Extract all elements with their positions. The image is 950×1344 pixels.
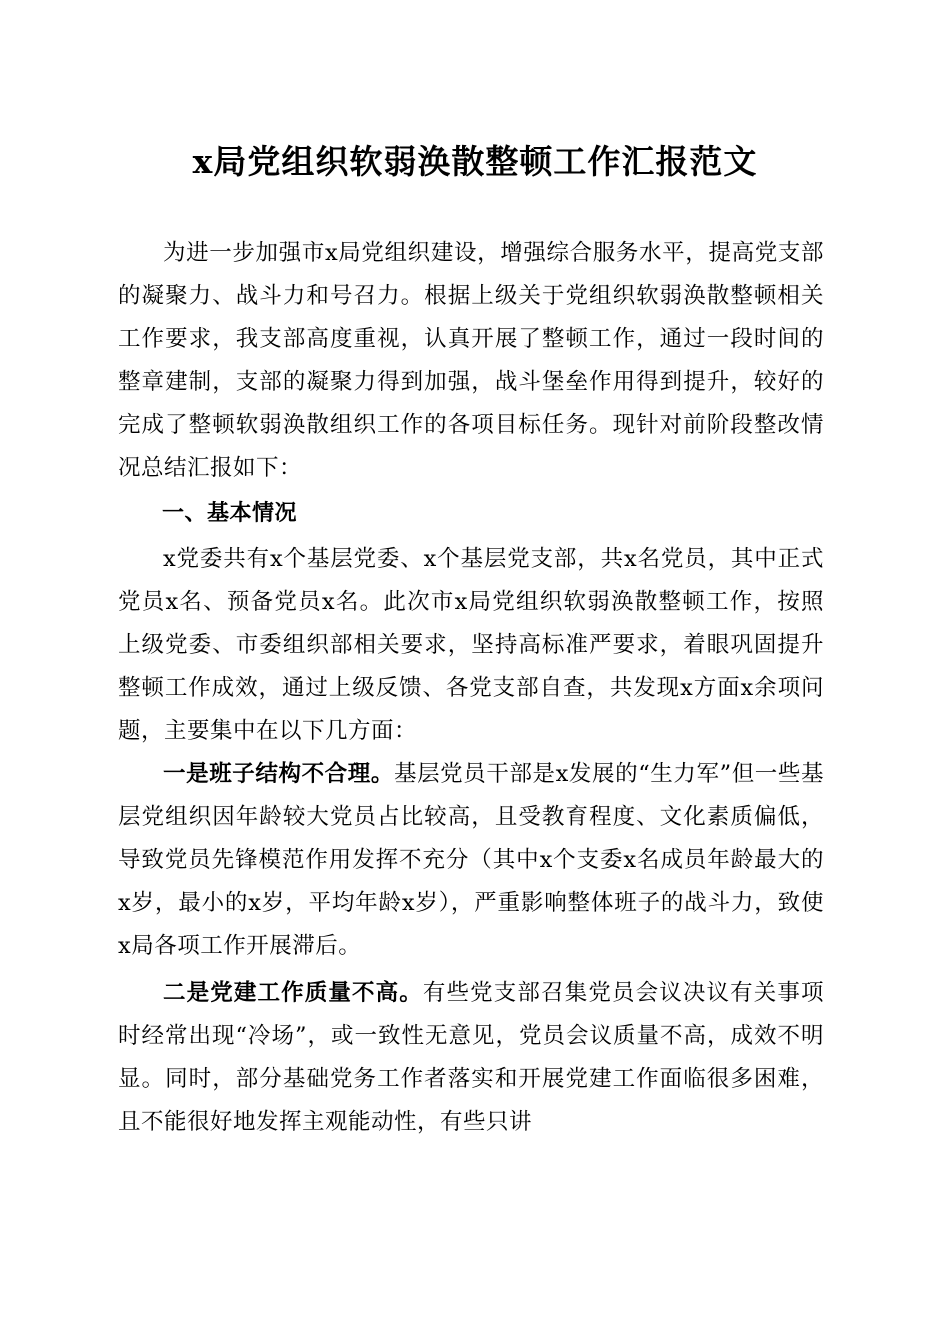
- section-heading-basic-situation: 一、基本情况: [162, 501, 298, 526]
- point-two-lead: 二是党建工作质量不高。: [163, 980, 423, 1006]
- document-body: [118, 232, 824, 1144]
- point-one-text: 基层党员干部是x发展的“生力军”但一些基层党组织因年龄较大党员占比较高，且受教育程度、文化素质偏低，导致党员先锋模范作用发挥不充分（其中x个支委x名成员年龄最大的x岁，最小的x岁，平均年龄x岁），严重影响整体班子的战斗力，致使x局各项工作开展滞后。: [118, 761, 824, 959]
- point-one-paragraph: [118, 753, 824, 968]
- point-two-text: 有些党支部召集党员会议决议有关事项时经常出现“冷场”，或一致性无意见，党员会议质量不高，成效不明显。同时，部分基础党务工作者落实和开展党建工作面临很多困难，且不能很好地发挥主观能动性，有些只讲: [118, 980, 824, 1135]
- point-two-paragraph: [118, 972, 824, 1144]
- document-title: x局党组织软弱涣散整顿工作汇报范文: [192, 142, 758, 181]
- intro-paragraph: 为进一步加强市x局党组织建设，增强综合服务水平，提高党支部的凝聚力、战斗力和号召力。根据上级关于党组织软弱涣散整顿相关工作要求，我支部高度重视，认真开展了整顿工作，通过一段时间的整章建制，支部的凝聚力得到加强，战斗堡垒作用得到提升，较好的完成了整顿软弱涣散组织工作的各项目标任务。现针对前阶段整改情况总结汇报如下：: [118, 240, 824, 481]
- point-one-lead: 一是班子结构不合理。: [163, 761, 394, 787]
- basic-situation-paragraph: x党委共有x个基层党委、x个基层党支部，共x名党员，其中正式党员x名、预备党员x名。此次市x局党组织软弱涣散整顿工作，按照上级党委、市委组织部相关要求，坚持高标准严要求，着眼巩固提升整顿工作成效，通过上级反馈、各党支部自查，共发现x方面x余项问题，主要集中在以下几方面：: [118, 546, 824, 744]
